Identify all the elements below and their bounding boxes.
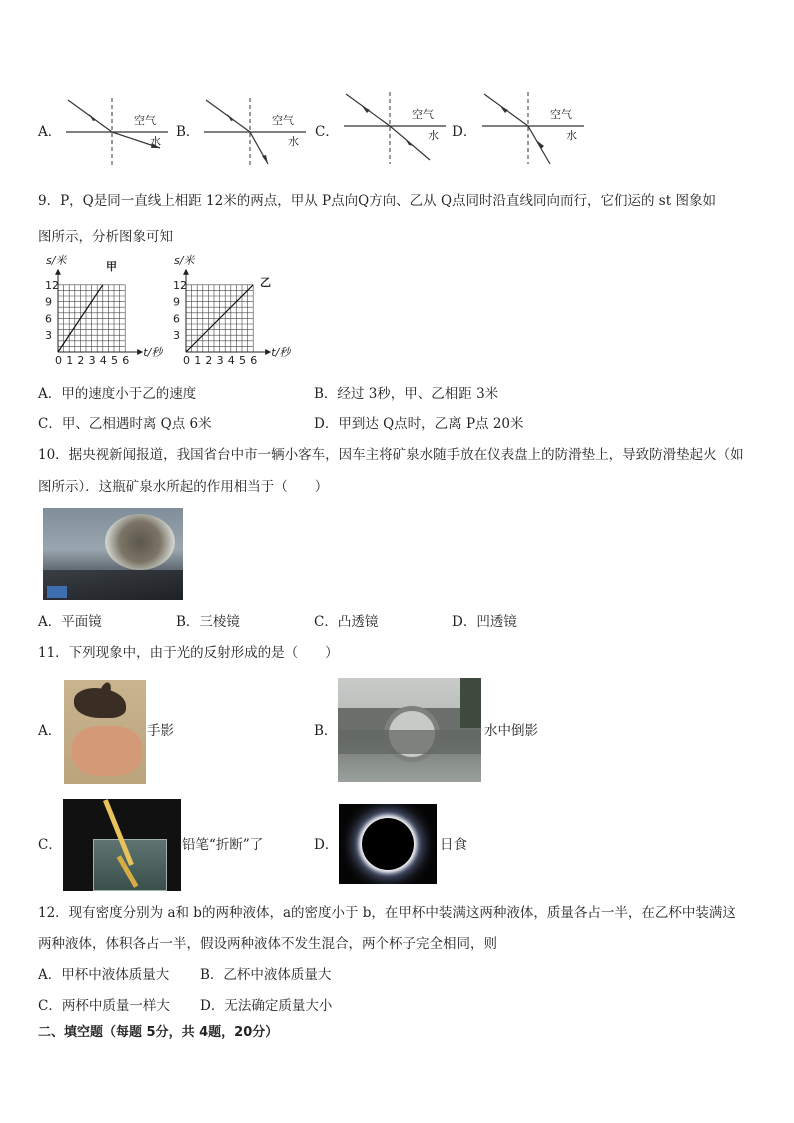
graph-jia-xtick: 5 — [111, 354, 118, 367]
graph-jia-xtick: 4 — [99, 354, 107, 367]
graph-yi-xtick: 6 — [250, 354, 258, 367]
q8-diagram-c — [340, 88, 450, 168]
dashboard-fire-photo — [43, 508, 183, 600]
q9-stem-line1: 9．P，Q是同一直线上相距 12米的两点，甲从 P点向Q方向、乙从 Q点同时沿直线同向而行，它们运的 st 图象如 — [38, 193, 716, 209]
q8-option-b-letter: B． — [176, 124, 200, 140]
graph-jia-ylabel: s/米 — [46, 254, 67, 267]
q11-option-b-text: 水中倒影 — [484, 723, 538, 739]
graph-jia-xlabel: t/秒 — [143, 346, 163, 359]
bridge-reflection-photo — [338, 678, 481, 782]
graph-jia-xtick: 3 — [88, 354, 96, 367]
q9-stem-line2: 图所示，分析图象可知 — [38, 229, 173, 245]
q8-diagram-b — [200, 90, 310, 170]
q10-option-d[interactable]: D．凹透镜 — [452, 614, 517, 630]
q10-option-c[interactable]: C．凸透镜 — [314, 614, 379, 630]
graph-yi-xlabel: t/秒 — [271, 346, 291, 359]
graph-jia-name: 甲 — [106, 260, 117, 273]
graph-yi-name: 乙 — [260, 276, 271, 289]
graph-jia-ytick: 3 — [45, 329, 52, 343]
graph-yi-ylabel: s/米 — [174, 254, 195, 267]
q11-stem: 11．下列现象中，由于光的反射形成的是（ ） — [38, 645, 339, 661]
q8-c-air-label: 空气 — [412, 108, 434, 121]
q9-option-a[interactable]: A．甲的速度小于乙的速度 — [38, 386, 197, 402]
q12-option-c[interactable]: C．两杯中质量一样大 — [38, 998, 170, 1014]
graph-jia-ytick: 12 — [45, 278, 59, 292]
q8-option-c-letter: C． — [315, 124, 339, 140]
q10-option-b[interactable]: B．三棱镜 — [176, 614, 240, 630]
q8-diagram-d — [478, 88, 588, 168]
q11-option-a-text: 手影 — [147, 723, 174, 739]
q8-a-water-label: 水 — [150, 135, 161, 148]
q10-option-a[interactable]: A．平面镜 — [38, 614, 102, 630]
graph-yi-xtick: 5 — [239, 354, 246, 367]
q11-option-b-letter[interactable]: B． — [314, 723, 338, 739]
q9-option-c[interactable]: C．甲、乙相遇时离 Q点 6米 — [38, 416, 212, 432]
q8-c-water-label: 水 — [428, 129, 439, 142]
q9-option-d[interactable]: D．甲到达 Q点时，乙离 P点 20米 — [314, 416, 524, 432]
hand-shadow-photo — [64, 680, 146, 784]
pencil-in-water-photo — [63, 799, 181, 891]
q9-graph-yi — [168, 252, 298, 367]
q12-option-a[interactable]: A．甲杯中液体质量大 — [38, 967, 170, 983]
q12-stem-line2: 两种液体，体积各占一半，假设两种液体不发生混合，两个杯子完全相同，则 — [38, 936, 497, 952]
q9-option-b[interactable]: B．经过 3秒，甲、乙相距 3米 — [314, 386, 499, 402]
q8-diagram-a — [62, 90, 172, 170]
graph-yi-xtick: 0 — [183, 354, 190, 367]
q12-option-d[interactable]: D．无法确定质量大小 — [200, 998, 333, 1014]
graph-yi-xtick: 3 — [216, 354, 224, 367]
graph-jia-y-arrow — [55, 269, 61, 275]
q8-option-a-letter: A． — [38, 124, 62, 140]
q8-option-d-letter: D． — [452, 124, 477, 140]
graph-yi-y-arrow — [183, 269, 189, 275]
graph-jia-xtick: 0 — [55, 354, 62, 367]
graph-yi-xtick: 4 — [227, 354, 235, 367]
q12-option-b[interactable]: B．乙杯中液体质量大 — [200, 967, 332, 983]
graph-yi-xtick: 2 — [205, 354, 213, 367]
q8-d-water-label: 水 — [566, 129, 577, 142]
graph-yi-ytick: 6 — [173, 312, 180, 326]
q11-option-a-letter[interactable]: A． — [38, 723, 62, 739]
q8-d-air-label: 空气 — [550, 108, 572, 121]
graph-jia-xtick: 6 — [122, 354, 130, 367]
q11-option-c-letter[interactable]: C． — [38, 837, 62, 853]
q8-b-air-label: 空气 — [272, 114, 294, 127]
graph-yi-ytick: 3 — [173, 329, 180, 343]
graph-jia-xtick: 1 — [66, 354, 74, 367]
q10-stem-line1: 10．据央视新闻报道，我国省台中市一辆小客车，因车主将矿泉水随手放在仪表盘上的防滑垫上，导致防滑垫起火（如 — [38, 447, 744, 463]
graph-jia-ytick: 9 — [45, 295, 52, 309]
solar-eclipse-photo — [339, 804, 437, 884]
graph-yi-ytick: 9 — [173, 295, 180, 309]
q8-a-air-label: 空气 — [134, 114, 156, 127]
q12-stem-line1: 12．现有密度分别为 a和 b的两种液体，a的密度小于 b，在甲杯中装满这两种液体，质量各占一半，在乙杯中装满这 — [38, 905, 736, 921]
graph-yi-xtick: 1 — [194, 354, 202, 367]
section-2-heading: 二、填空题（每题 5分，共 4题，20分） — [38, 1025, 279, 1040]
q11-option-d-letter[interactable]: D． — [314, 837, 339, 853]
q10-stem-line2: 图所示）．这瓶矿泉水所起的作用相当于（ ） — [38, 479, 329, 495]
q8-b-water-label: 水 — [288, 135, 299, 148]
q11-option-c-text: 铅笔“折断”了 — [182, 837, 264, 853]
graph-yi-ytick: 12 — [173, 278, 187, 292]
graph-jia-ytick: 6 — [45, 312, 52, 326]
q9-graph-jia — [40, 252, 163, 367]
graph-jia-xtick: 2 — [77, 354, 85, 367]
q11-option-d-text: 日食 — [440, 837, 467, 853]
